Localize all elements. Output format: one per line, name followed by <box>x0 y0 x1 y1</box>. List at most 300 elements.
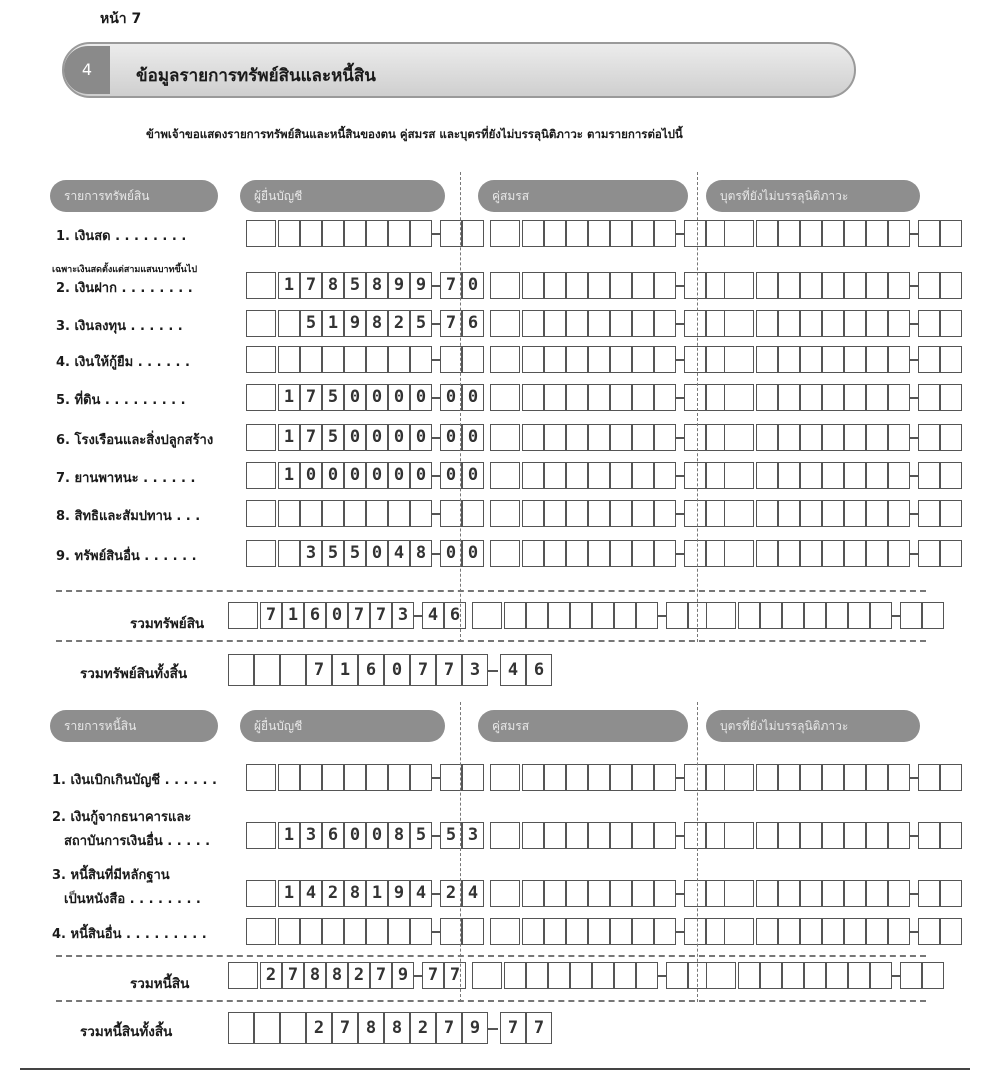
asset-filer-amount-satang[interactable]: 0 <box>440 462 462 489</box>
asset-filer-amount-digit[interactable]: 5 <box>410 310 432 337</box>
asset-filer-amount-digit[interactable]: 5 <box>344 540 366 567</box>
liability-children-amount-digit[interactable] <box>866 918 888 945</box>
liabilities-grand-total-digit[interactable]: 2 <box>306 1012 332 1044</box>
asset-children-amount-satang[interactable] <box>940 346 962 373</box>
liability-filer-amount-digit[interactable] <box>322 764 344 791</box>
asset-children-amount-digit[interactable] <box>888 540 910 567</box>
asset-children-amount-digit[interactable] <box>844 540 866 567</box>
asset-spouse-amount-digit[interactable] <box>522 424 544 451</box>
assets-subtotal-children-satang[interactable] <box>900 602 922 629</box>
asset-children-amount-digit[interactable] <box>844 424 866 451</box>
liability-filer-amount-digit[interactable]: 4 <box>410 880 432 907</box>
asset-spouse-amount-digit[interactable] <box>588 272 610 299</box>
asset-filer-amount-digit[interactable] <box>366 346 388 373</box>
asset-children-amount-digit[interactable] <box>800 220 822 247</box>
liability-children-amount-satang[interactable] <box>940 918 962 945</box>
assets-grand-total-digit[interactable]: 1 <box>332 654 358 686</box>
liability-filer-amount-digit[interactable]: 5 <box>410 822 432 849</box>
asset-filer-amount-digit[interactable] <box>410 346 432 373</box>
assets-subtotal-spouse-digit[interactable] <box>636 602 658 629</box>
asset-children-amount-digit[interactable] <box>866 272 888 299</box>
asset-spouse-amount-digit[interactable] <box>632 500 654 527</box>
asset-filer-amount-digit[interactable] <box>278 310 300 337</box>
asset-children-amount-digit[interactable] <box>756 424 778 451</box>
asset-spouse-amount-digit[interactable] <box>588 500 610 527</box>
asset-filer-amount-lead[interactable] <box>246 500 276 527</box>
asset-children-amount-satang[interactable] <box>918 500 940 527</box>
liability-spouse-amount-digit[interactable] <box>610 822 632 849</box>
asset-filer-amount-satang[interactable]: 0 <box>440 424 462 451</box>
liability-children-amount-digit[interactable] <box>822 880 844 907</box>
liability-children-amount-digit[interactable] <box>822 822 844 849</box>
liability-filer-amount-digit[interactable] <box>300 764 322 791</box>
liabilities-subtotal-children-digit[interactable] <box>848 962 870 989</box>
asset-children-amount-digit[interactable] <box>778 540 800 567</box>
liability-children-amount-digit[interactable] <box>866 764 888 791</box>
asset-spouse-amount-digit[interactable] <box>566 462 588 489</box>
liability-spouse-amount-digit[interactable] <box>588 822 610 849</box>
liabilities-subtotal-lead[interactable] <box>228 962 258 989</box>
asset-children-amount-digit[interactable] <box>844 220 866 247</box>
liability-children-amount-digit[interactable] <box>800 764 822 791</box>
asset-spouse-amount-digit[interactable] <box>654 220 676 247</box>
liability-spouse-amount-digit[interactable] <box>544 918 566 945</box>
liability-spouse-amount-digit[interactable] <box>566 764 588 791</box>
asset-spouse-amount-lead[interactable] <box>490 540 520 567</box>
liability-filer-amount-satang[interactable]: 4 <box>462 880 484 907</box>
asset-spouse-amount-digit[interactable] <box>610 424 632 451</box>
asset-spouse-amount-digit[interactable] <box>544 310 566 337</box>
asset-children-amount-digit[interactable] <box>844 272 866 299</box>
asset-spouse-amount-lead[interactable] <box>490 462 520 489</box>
asset-children-amount-digit[interactable] <box>778 272 800 299</box>
asset-spouse-amount-digit[interactable] <box>610 384 632 411</box>
liability-spouse-amount-lead[interactable] <box>490 880 520 907</box>
asset-filer-amount-digit[interactable] <box>344 220 366 247</box>
asset-spouse-amount-digit[interactable] <box>544 500 566 527</box>
liabilities-subtotal-children-satang[interactable] <box>900 962 922 989</box>
asset-children-amount-satang[interactable] <box>940 540 962 567</box>
asset-filer-amount-lead[interactable] <box>246 384 276 411</box>
asset-filer-amount-digit[interactable] <box>366 500 388 527</box>
liability-filer-amount-digit[interactable] <box>344 918 366 945</box>
asset-filer-amount-digit[interactable]: 8 <box>322 272 344 299</box>
liability-spouse-amount-satang[interactable] <box>684 880 706 907</box>
liabilities-subtotal-spouse-digit[interactable] <box>592 962 614 989</box>
asset-filer-amount-lead[interactable] <box>246 310 276 337</box>
asset-filer-amount-digit[interactable]: 1 <box>278 462 300 489</box>
assets-subtotal-children-digit[interactable] <box>826 602 848 629</box>
liability-spouse-amount-digit[interactable] <box>588 880 610 907</box>
asset-filer-amount-digit[interactable]: 9 <box>410 272 432 299</box>
assets-subtotal-children-digit[interactable] <box>804 602 826 629</box>
asset-children-amount-digit[interactable] <box>866 310 888 337</box>
assets-subtotal-spouse-digit[interactable] <box>592 602 614 629</box>
asset-filer-amount-satang[interactable]: 0 <box>462 384 484 411</box>
asset-spouse-amount-satang[interactable] <box>684 310 706 337</box>
asset-spouse-amount-digit[interactable] <box>544 424 566 451</box>
asset-filer-amount-digit[interactable]: 7 <box>300 424 322 451</box>
liability-spouse-amount-lead[interactable] <box>490 918 520 945</box>
assets-grand-total-digit[interactable]: 6 <box>358 654 384 686</box>
asset-children-amount-lead[interactable] <box>724 310 754 337</box>
asset-children-amount-lead[interactable] <box>724 346 754 373</box>
liability-children-amount-digit[interactable] <box>844 880 866 907</box>
liability-children-amount-digit[interactable] <box>756 880 778 907</box>
asset-children-amount-digit[interactable] <box>756 310 778 337</box>
asset-spouse-amount-digit[interactable] <box>522 310 544 337</box>
liabilities-grand-total-digit[interactable] <box>280 1012 306 1044</box>
liability-filer-amount-digit[interactable]: 3 <box>300 822 322 849</box>
liability-filer-amount-lead[interactable] <box>246 764 276 791</box>
asset-filer-amount-digit[interactable]: 1 <box>322 310 344 337</box>
asset-filer-amount-digit[interactable]: 7 <box>300 272 322 299</box>
liability-spouse-amount-digit[interactable] <box>588 918 610 945</box>
asset-spouse-amount-digit[interactable] <box>632 346 654 373</box>
liability-children-amount-digit[interactable] <box>888 764 910 791</box>
asset-spouse-amount-digit[interactable] <box>610 540 632 567</box>
liabilities-subtotal-children-digit[interactable] <box>870 962 892 989</box>
assets-grand-total-digit[interactable]: 7 <box>306 654 332 686</box>
asset-children-amount-satang[interactable] <box>918 424 940 451</box>
asset-children-amount-digit[interactable] <box>778 424 800 451</box>
asset-children-amount-satang[interactable] <box>940 310 962 337</box>
liabilities-grand-total-digit[interactable] <box>254 1012 280 1044</box>
asset-spouse-amount-digit[interactable] <box>654 384 676 411</box>
liability-filer-amount-digit[interactable] <box>300 918 322 945</box>
asset-spouse-amount-digit[interactable] <box>522 500 544 527</box>
asset-filer-amount-digit[interactable] <box>300 346 322 373</box>
asset-children-amount-digit[interactable] <box>866 424 888 451</box>
asset-children-amount-digit[interactable] <box>844 346 866 373</box>
asset-children-amount-digit[interactable] <box>888 220 910 247</box>
liability-filer-amount-satang[interactable] <box>440 918 462 945</box>
liability-children-amount-satang[interactable] <box>940 822 962 849</box>
assets-grand-total-digit[interactable] <box>254 654 280 686</box>
liability-spouse-amount-digit[interactable] <box>654 764 676 791</box>
liability-spouse-amount-digit[interactable] <box>632 764 654 791</box>
liabilities-grand-total-digit[interactable]: 7 <box>332 1012 358 1044</box>
liabilities-subtotal-digit[interactable]: 7 <box>370 962 392 989</box>
asset-spouse-amount-lead[interactable] <box>490 220 520 247</box>
asset-children-amount-digit[interactable] <box>888 384 910 411</box>
asset-spouse-amount-lead[interactable] <box>490 424 520 451</box>
liabilities-subtotal-children-lead[interactable] <box>706 962 736 989</box>
liabilities-subtotal-satang[interactable]: 7 <box>444 962 466 989</box>
asset-filer-amount-digit[interactable]: 0 <box>322 462 344 489</box>
asset-spouse-amount-digit[interactable] <box>522 272 544 299</box>
asset-children-amount-lead[interactable] <box>724 384 754 411</box>
asset-spouse-amount-digit[interactable] <box>610 220 632 247</box>
asset-filer-amount-digit[interactable]: 5 <box>322 540 344 567</box>
asset-children-amount-digit[interactable] <box>866 220 888 247</box>
asset-children-amount-digit[interactable] <box>822 272 844 299</box>
asset-children-amount-satang[interactable] <box>940 384 962 411</box>
asset-spouse-amount-digit[interactable] <box>632 424 654 451</box>
asset-children-amount-digit[interactable] <box>822 346 844 373</box>
asset-children-amount-satang[interactable] <box>918 272 940 299</box>
liability-spouse-amount-digit[interactable] <box>610 764 632 791</box>
asset-spouse-amount-digit[interactable] <box>632 310 654 337</box>
liability-spouse-amount-digit[interactable] <box>522 822 544 849</box>
liability-filer-amount-digit[interactable]: 8 <box>388 822 410 849</box>
liability-children-amount-satang[interactable] <box>918 822 940 849</box>
liabilities-subtotal-digit[interactable]: 2 <box>260 962 282 989</box>
liabilities-subtotal-digit[interactable]: 9 <box>392 962 414 989</box>
asset-spouse-amount-digit[interactable] <box>654 346 676 373</box>
asset-spouse-amount-digit[interactable] <box>566 346 588 373</box>
liability-spouse-amount-digit[interactable] <box>522 880 544 907</box>
asset-filer-amount-satang[interactable]: 0 <box>462 462 484 489</box>
asset-filer-amount-digit[interactable] <box>278 220 300 247</box>
asset-filer-amount-digit[interactable]: 9 <box>388 272 410 299</box>
liability-spouse-amount-digit[interactable] <box>566 822 588 849</box>
liability-children-amount-digit[interactable] <box>844 918 866 945</box>
liability-children-amount-digit[interactable] <box>778 764 800 791</box>
liabilities-subtotal-digit[interactable]: 8 <box>326 962 348 989</box>
asset-filer-amount-digit[interactable] <box>344 346 366 373</box>
asset-children-amount-digit[interactable] <box>866 384 888 411</box>
asset-spouse-amount-digit[interactable] <box>654 462 676 489</box>
assets-subtotal-spouse-digit[interactable] <box>614 602 636 629</box>
asset-children-amount-digit[interactable] <box>778 500 800 527</box>
liability-children-amount-digit[interactable] <box>822 764 844 791</box>
asset-spouse-amount-digit[interactable] <box>544 272 566 299</box>
asset-filer-amount-lead[interactable] <box>246 272 276 299</box>
asset-filer-amount-satang[interactable] <box>440 500 462 527</box>
liability-filer-amount-digit[interactable]: 0 <box>344 822 366 849</box>
liability-filer-amount-digit[interactable] <box>410 764 432 791</box>
liabilities-subtotal-spouse-digit[interactable] <box>504 962 526 989</box>
asset-children-amount-digit[interactable] <box>756 272 778 299</box>
liability-filer-amount-digit[interactable] <box>366 764 388 791</box>
asset-filer-amount-digit[interactable]: 5 <box>300 310 322 337</box>
liability-children-amount-digit[interactable] <box>822 918 844 945</box>
liabilities-subtotal-children-digit[interactable] <box>782 962 804 989</box>
asset-spouse-amount-lead[interactable] <box>490 500 520 527</box>
asset-spouse-amount-digit[interactable] <box>522 346 544 373</box>
liability-children-amount-satang[interactable] <box>940 880 962 907</box>
liability-children-amount-satang[interactable] <box>940 764 962 791</box>
asset-filer-amount-satang[interactable]: 6 <box>462 310 484 337</box>
asset-filer-amount-satang[interactable]: 0 <box>462 424 484 451</box>
liability-spouse-amount-digit[interactable] <box>588 764 610 791</box>
liability-spouse-amount-digit[interactable] <box>610 880 632 907</box>
asset-spouse-amount-digit[interactable] <box>632 384 654 411</box>
liability-filer-amount-digit[interactable] <box>366 918 388 945</box>
asset-children-amount-digit[interactable] <box>822 220 844 247</box>
asset-children-amount-lead[interactable] <box>724 220 754 247</box>
asset-filer-amount-digit[interactable]: 0 <box>344 424 366 451</box>
asset-filer-amount-satang[interactable] <box>440 346 462 373</box>
liabilities-subtotal-children-digit[interactable] <box>826 962 848 989</box>
asset-children-amount-digit[interactable] <box>888 346 910 373</box>
assets-subtotal-digit[interactable]: 7 <box>348 602 370 629</box>
asset-filer-amount-digit[interactable]: 0 <box>410 462 432 489</box>
asset-filer-amount-digit[interactable] <box>322 346 344 373</box>
asset-filer-amount-digit[interactable]: 1 <box>278 424 300 451</box>
assets-subtotal-digit[interactable]: 7 <box>260 602 282 629</box>
asset-children-amount-digit[interactable] <box>822 540 844 567</box>
asset-spouse-amount-lead[interactable] <box>490 272 520 299</box>
asset-spouse-amount-digit[interactable] <box>522 384 544 411</box>
asset-children-amount-digit[interactable] <box>888 462 910 489</box>
asset-children-amount-satang[interactable] <box>918 384 940 411</box>
liability-spouse-amount-digit[interactable] <box>522 764 544 791</box>
liabilities-subtotal-children-digit[interactable] <box>760 962 782 989</box>
asset-filer-amount-digit[interactable] <box>278 500 300 527</box>
assets-subtotal-digit[interactable]: 7 <box>370 602 392 629</box>
liabilities-subtotal-digit[interactable]: 2 <box>348 962 370 989</box>
assets-subtotal-lead[interactable] <box>228 602 258 629</box>
assets-subtotal-satang[interactable]: 6 <box>444 602 466 629</box>
asset-spouse-amount-digit[interactable] <box>544 384 566 411</box>
asset-filer-amount-satang[interactable] <box>440 220 462 247</box>
liabilities-grand-total-digit[interactable]: 2 <box>410 1012 436 1044</box>
asset-children-amount-digit[interactable] <box>888 500 910 527</box>
asset-spouse-amount-digit[interactable] <box>610 500 632 527</box>
asset-children-amount-satang[interactable] <box>918 462 940 489</box>
asset-spouse-amount-digit[interactable] <box>610 310 632 337</box>
asset-filer-amount-satang[interactable]: 7 <box>440 272 462 299</box>
asset-filer-amount-digit[interactable]: 5 <box>322 384 344 411</box>
liability-children-amount-digit[interactable] <box>888 918 910 945</box>
asset-filer-amount-digit[interactable]: 4 <box>388 540 410 567</box>
asset-spouse-amount-satang[interactable] <box>684 272 706 299</box>
asset-children-amount-digit[interactable] <box>822 384 844 411</box>
assets-subtotal-digit[interactable]: 0 <box>326 602 348 629</box>
asset-spouse-amount-digit[interactable] <box>588 220 610 247</box>
liability-filer-amount-digit[interactable]: 4 <box>300 880 322 907</box>
liabilities-grand-total-digit[interactable]: 8 <box>358 1012 384 1044</box>
assets-subtotal-children-lead[interactable] <box>706 602 736 629</box>
asset-spouse-amount-digit[interactable] <box>544 462 566 489</box>
assets-grand-total-digit[interactable] <box>228 654 254 686</box>
asset-spouse-amount-digit[interactable] <box>522 220 544 247</box>
liabilities-subtotal-spouse-digit[interactable] <box>548 962 570 989</box>
asset-filer-amount-digit[interactable]: 0 <box>410 424 432 451</box>
liability-children-amount-digit[interactable] <box>888 822 910 849</box>
asset-filer-amount-digit[interactable]: 1 <box>278 384 300 411</box>
liability-filer-amount-digit[interactable] <box>278 918 300 945</box>
liability-filer-amount-satang[interactable]: 5 <box>440 822 462 849</box>
liabilities-subtotal-spouse-lead[interactable] <box>472 962 502 989</box>
liabilities-subtotal-spouse-digit[interactable] <box>636 962 658 989</box>
liability-children-amount-digit[interactable] <box>844 764 866 791</box>
asset-children-amount-satang[interactable] <box>918 220 940 247</box>
asset-spouse-amount-digit[interactable] <box>566 220 588 247</box>
asset-spouse-amount-digit[interactable] <box>610 346 632 373</box>
assets-subtotal-spouse-satang[interactable] <box>666 602 688 629</box>
asset-spouse-amount-digit[interactable] <box>566 272 588 299</box>
asset-filer-amount-digit[interactable]: 0 <box>388 462 410 489</box>
asset-children-amount-digit[interactable] <box>800 462 822 489</box>
asset-children-amount-lead[interactable] <box>724 462 754 489</box>
asset-filer-amount-lead[interactable] <box>246 540 276 567</box>
asset-filer-amount-digit[interactable] <box>366 220 388 247</box>
asset-children-amount-lead[interactable] <box>724 424 754 451</box>
asset-children-amount-digit[interactable] <box>800 272 822 299</box>
liability-filer-amount-digit[interactable] <box>278 764 300 791</box>
asset-children-amount-digit[interactable] <box>888 310 910 337</box>
liabilities-subtotal-children-satang[interactable] <box>922 962 944 989</box>
asset-filer-amount-digit[interactable] <box>278 540 300 567</box>
liability-spouse-amount-satang[interactable] <box>684 918 706 945</box>
liability-children-amount-digit[interactable] <box>888 880 910 907</box>
liability-filer-amount-digit[interactable]: 1 <box>366 880 388 907</box>
liabilities-grand-total-digit[interactable] <box>228 1012 254 1044</box>
liability-children-amount-digit[interactable] <box>800 880 822 907</box>
assets-subtotal-spouse-digit[interactable] <box>570 602 592 629</box>
asset-children-amount-digit[interactable] <box>844 462 866 489</box>
liability-spouse-amount-satang[interactable] <box>684 764 706 791</box>
liability-children-amount-lead[interactable] <box>724 822 754 849</box>
asset-spouse-amount-digit[interactable] <box>522 540 544 567</box>
assets-subtotal-children-digit[interactable] <box>738 602 760 629</box>
liability-filer-amount-digit[interactable] <box>388 764 410 791</box>
liability-children-amount-satang[interactable] <box>918 764 940 791</box>
asset-children-amount-satang[interactable] <box>940 220 962 247</box>
asset-children-amount-lead[interactable] <box>724 272 754 299</box>
liabilities-subtotal-spouse-satang[interactable] <box>666 962 688 989</box>
asset-filer-amount-digit[interactable] <box>388 346 410 373</box>
asset-spouse-amount-digit[interactable] <box>544 346 566 373</box>
asset-filer-amount-satang[interactable]: 0 <box>462 272 484 299</box>
asset-filer-amount-digit[interactable]: 0 <box>300 462 322 489</box>
asset-spouse-amount-satang[interactable] <box>684 540 706 567</box>
asset-children-amount-digit[interactable] <box>822 462 844 489</box>
liabilities-subtotal-children-digit[interactable] <box>804 962 826 989</box>
liability-children-amount-digit[interactable] <box>756 918 778 945</box>
asset-children-amount-digit[interactable] <box>866 540 888 567</box>
asset-children-amount-satang[interactable] <box>940 424 962 451</box>
assets-subtotal-digit[interactable]: 3 <box>392 602 414 629</box>
asset-filer-amount-digit[interactable] <box>410 500 432 527</box>
asset-spouse-amount-digit[interactable] <box>654 310 676 337</box>
assets-subtotal-children-satang[interactable] <box>922 602 944 629</box>
liability-children-amount-lead[interactable] <box>724 880 754 907</box>
liability-filer-amount-satang[interactable] <box>440 764 462 791</box>
asset-spouse-amount-digit[interactable] <box>610 462 632 489</box>
asset-filer-amount-digit[interactable] <box>344 500 366 527</box>
asset-spouse-amount-digit[interactable] <box>632 272 654 299</box>
asset-children-amount-digit[interactable] <box>756 462 778 489</box>
liability-spouse-amount-digit[interactable] <box>610 918 632 945</box>
assets-subtotal-digit[interactable]: 1 <box>282 602 304 629</box>
asset-children-amount-digit[interactable] <box>756 346 778 373</box>
asset-filer-amount-digit[interactable]: 0 <box>344 384 366 411</box>
asset-spouse-amount-digit[interactable] <box>566 310 588 337</box>
asset-spouse-amount-satang[interactable] <box>684 346 706 373</box>
asset-spouse-amount-digit[interactable] <box>566 384 588 411</box>
asset-filer-amount-digit[interactable] <box>322 500 344 527</box>
assets-subtotal-children-digit[interactable] <box>760 602 782 629</box>
asset-filer-amount-digit[interactable] <box>300 220 322 247</box>
asset-children-amount-satang[interactable] <box>940 500 962 527</box>
asset-filer-amount-satang[interactable]: 7 <box>440 310 462 337</box>
asset-children-amount-lead[interactable] <box>724 540 754 567</box>
asset-spouse-amount-digit[interactable] <box>610 272 632 299</box>
liabilities-grand-total-digit[interactable]: 8 <box>384 1012 410 1044</box>
liability-filer-amount-digit[interactable]: 2 <box>322 880 344 907</box>
asset-spouse-amount-digit[interactable] <box>566 424 588 451</box>
assets-subtotal-children-digit[interactable] <box>848 602 870 629</box>
asset-children-amount-digit[interactable] <box>778 384 800 411</box>
liability-filer-amount-digit[interactable] <box>322 918 344 945</box>
liabilities-subtotal-digit[interactable]: 7 <box>282 962 304 989</box>
liability-children-amount-digit[interactable] <box>778 880 800 907</box>
asset-filer-amount-digit[interactable] <box>388 220 410 247</box>
